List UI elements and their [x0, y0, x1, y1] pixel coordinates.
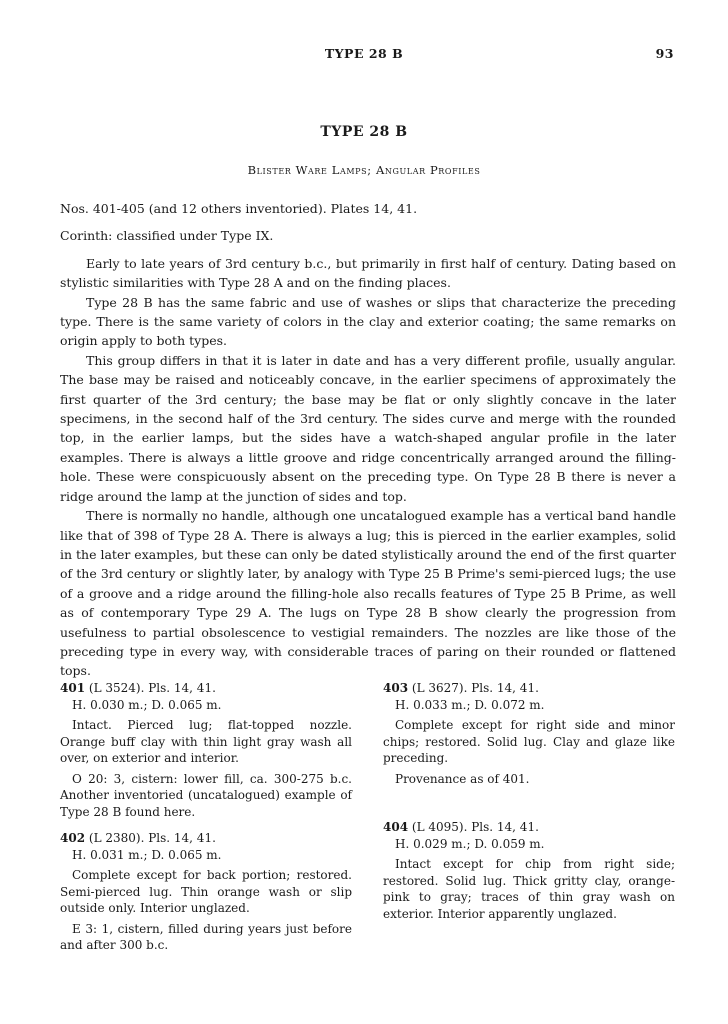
- entry-spacer: [383, 797, 675, 819]
- entry-context: O 20: 3, cistern: lower fill, ca. 300-275 b.c. Another inventoried (uncatalogued) example of Type 28 B found here.: [60, 771, 352, 819]
- catalogue-entry-401: [60, 680, 352, 820]
- section-title: TYPE 28 B: [320, 124, 408, 140]
- catalogue-column-right: [383, 680, 675, 932]
- entry-heading: [383, 680, 675, 697]
- entry-context: E 3: 1, cistern, filled during years just before and after 300 b.c.: [60, 921, 352, 952]
- catalogue-entry-402: [60, 830, 352, 954]
- entry-dimensions: H. 0.031 m.; D. 0.065 m.: [72, 847, 222, 862]
- catalogue-column-left: [60, 680, 352, 964]
- page-number: 93: [655, 46, 674, 61]
- corinth-paragraph: Corinth: classified under Type IX.: [60, 228, 274, 244]
- entry-dimensions: H. 0.033 m.; D. 0.072 m.: [395, 697, 545, 712]
- entry-number: 404: [383, 820, 409, 834]
- profile-paragraph: This group differs in that it is later in date and has a very different profile, usually angular. The base may be raised and noticeably concave, in the earlier specimens of approximately the first quarter of the 3rd century; the base may be flat or only slightly concave in the later specimens, in the second half of the 3rd century. The sides curve and merge with the rounded top, in the earlier lamps, but the sides have a watch-shaped angular profile in the later examples. There is always a little groove and ridge concentrically arranged around the filling-hole. These were conspicuously absent on the preceding type. On Type 28 B there is never a ridge around the lamp at the junction of sides and top.: [60, 352, 676, 504]
- entry-number: 403: [383, 681, 409, 695]
- dating-paragraph: Early to late years of 3rd century b.c., but primarily in first half of century. Dating based on stylistic similarities with Type 28 A and on the finding places.: [60, 255, 676, 291]
- catalogue-entry-403: [383, 680, 675, 787]
- entry-reference: (L 3524). Pls. 14, 41.: [88, 681, 216, 695]
- entry-dimensions: H. 0.029 m.; D. 0.059 m.: [395, 836, 545, 851]
- entry-heading: [60, 830, 352, 847]
- entry-number: 402: [60, 831, 86, 845]
- body-text: [60, 199, 676, 681]
- entry-description: Intact except for chip from right side; restored. Solid lug. Thick gritty clay, orange-pink to gray; traces of thin gray wash on exterior. Interior apparently unglazed.: [383, 857, 675, 921]
- entry-description: Intact. Pierced lug; flat-topped nozzle. Orange buff clay with thin light gray wash all over, on exterior and interior.: [60, 718, 352, 765]
- entry-reference: (L 2380). Pls. 14, 41.: [88, 831, 216, 845]
- entry-reference: (L 3627). Pls. 14, 41.: [411, 681, 539, 695]
- catalogue-entry-404: [383, 819, 675, 922]
- entry-reference: (L 4095). Pls. 14, 41.: [411, 820, 539, 834]
- entry-dimensions: H. 0.030 m.; D. 0.065 m.: [72, 697, 222, 712]
- entry-heading: [60, 680, 352, 697]
- running-title: TYPE 28 B: [324, 46, 404, 61]
- entry-heading: [383, 819, 675, 836]
- catalogue-numbers-paragraph: Nos. 401-405 (and 12 others inventoried). Plates 14, 41.: [60, 201, 418, 216]
- handle-paragraph: There is normally no handle, although one uncatalogued example has a vertical band handle like that of 398 of Type 28 A. There is always a lug; this is pierced in the earlier examples, solid in the later examples, but these can only be dated stylistically around the end of the first quarter of the 3rd century or slightly later, by analogy with Type 25 B Prime's semi-pierced lugs; the use of a groove and a ridge around the filling-hole also recalls features of Type 25 B Prime, as well as of contemporary Type 29 A. The lugs on Type 28 B show clearly the progression from usefulness to partial obsolescence to vestigial remainders. The nozzles are like those of the preceding type in every way, with considerable traces of paring on their rounded or flattened tops.: [60, 508, 676, 679]
- entry-context: Provenance as of 401.: [395, 771, 530, 786]
- entry-description: Complete except for back portion; restored. Semi-pierced lug. Thin orange wash or slip outside only. Interior unglazed.: [60, 868, 352, 915]
- entry-number: 401: [60, 681, 86, 695]
- entry-description: Complete except for right side and minor chips; restored. Solid lug. Clay and glaze like preceding.: [383, 718, 675, 765]
- fabric-paragraph: Type 28 B has the same fabric and use of washes or slips that characterize the preceding type. There is the same variety of colors in the clay and exterior coating; the same remarks on origin apply to both types.: [60, 294, 676, 349]
- section-subtitle: Blister Ware Lamps; Angular Profiles: [247, 163, 481, 177]
